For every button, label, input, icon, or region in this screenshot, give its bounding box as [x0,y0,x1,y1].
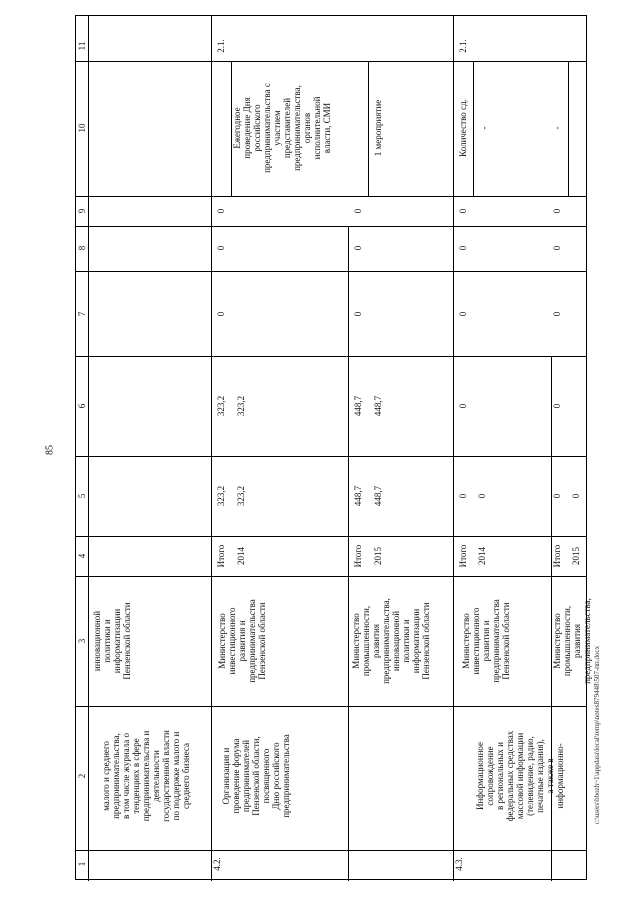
row-4-3-c5-2014: 0 [477,493,487,499]
row-border [453,16,454,881]
row-4-3-c6-2015: 0 [552,403,562,409]
row-4-2-c6-total-2015: 448,7 [353,395,363,417]
col-border [76,271,586,272]
row-4-3-c6-2014: 0 [458,403,468,409]
row-4-3-year-2014: 2014 [477,547,487,565]
row-4-2-c5-total-2015: 448,7 [353,485,363,507]
col-border [76,706,586,707]
row-4-3-c5-total-2015: 0 [552,493,562,499]
col-header-2: 2 [77,773,87,779]
row-4-2-c5-total-2014: 323,2 [216,485,226,507]
col-header-5: 5 [77,493,87,499]
col-header-9: 9 [77,208,87,214]
row-4-3-number: 4.3. [454,857,464,871]
col-header-4: 4 [77,553,87,559]
cont-executor-text: инновационной политики и информатизации Пензенской области [92,602,132,680]
row-border [473,61,474,196]
col-header-10: 10 [77,123,87,133]
row-4-3-c5-total-2014: 0 [458,493,468,499]
row-4-3-c7-2015: 0 [552,311,562,317]
row-4-2-c6-2014: 323,2 [236,395,246,417]
row-4-3-c5-2015: 0 [571,493,581,499]
row-4-3-total-label-2014: Итого [458,544,468,568]
row-4-3-indicator-dash: - [479,126,489,130]
row-border [211,16,212,881]
row-4-3-executor-2014: Министерство инвестиционного развития и предпринимательства Пензенской области [461,599,511,683]
row-4-2-indicator-2015: 1 мероприятие [373,99,383,157]
measures-table [75,15,592,880]
row-4-2-measure: Организация и проведение форума предпринимателей Пензенской области, посвященного Дню российского предпринимательства [221,734,291,818]
row-4-3-indicator: Количество сд. [458,99,468,157]
row-4-2-year-2014: 2014 [236,547,246,565]
row-4-2-c7-2015: 0 [353,311,363,317]
row-4-3-executor-2015: Министерство промышленности, развития предпринимательства, [552,598,592,684]
row-4-2-link: 2.1. [216,39,226,53]
row-4-2-indicator: Ежегодное проведение Дня российского предпринимательства с участием представителей предпринимательства, органов исполнительной власти, СМИ [232,83,332,173]
col-header-6: 6 [77,403,87,409]
row-4-2-c6-total-2014: 323,2 [216,395,226,417]
row-4-2-c9-2015: 0 [353,208,363,214]
col-header-8: 8 [77,245,87,251]
row-4-3-c7-2014: 0 [458,311,468,317]
row-border [568,61,569,196]
col-border [76,456,586,457]
page-number: 85 [44,445,56,455]
col-border [76,536,586,537]
col-border [76,196,586,197]
row-4-2-number: 4.2. [212,857,222,871]
row-4-2-c5-2015: 448,7 [373,485,383,507]
col-border [76,226,586,227]
col-header-7: 7 [77,311,87,317]
row-4-3-c8-2014: 0 [458,245,468,251]
row-4-2-executor-2014: Министерство инвестиционного развития и предпринимательства Пензенской области [217,599,267,683]
col-header-3: 3 [77,638,87,644]
row-4-2-executor-2015: Министерство промышленности, развития предпринимательства, инновационной политики и информатизации Пензенской области [351,598,431,684]
row-4-3-c9-2015: 0 [552,208,562,214]
row-4-2-c8-2015: 0 [353,245,363,251]
row-4-3-year-2015: 2015 [571,547,581,565]
row-4-2-c6-2015: 448,7 [373,395,383,417]
row-4-2-c7-2014: 0 [216,311,226,317]
row-4-3-measure: Информационное сопровождение в региональных и федеральных средствах массовой информации (телевидение, радио, печатные издания), а также в информационно- [475,730,565,822]
row-4-2-total-label-2014: Итого [216,544,226,568]
row-4-3-indicator-2015: - [552,126,562,130]
row-4-2-c8-2014: 0 [216,245,226,251]
col-border [76,850,586,851]
col-border [76,61,586,62]
row-4-2-total-label-2015: Итого [353,544,363,568]
row-4-2-c5-2014: 323,2 [236,485,246,507]
col-header-1: 1 [77,861,87,867]
row-4-3-total-label-2015: Итого [552,544,562,568]
row-4-3-c9-2014: 0 [458,208,468,214]
row-border [368,61,369,196]
col-header-11: 11 [77,41,87,51]
col-border [76,356,586,357]
footer-file-path: c:\users\bbozh~1\appdata\local\temp\notes879448\507-пп.docx [593,645,601,825]
row-border [348,226,349,881]
row-border [88,16,89,881]
row-4-2-year-2015: 2015 [373,547,383,565]
row-4-3-c8-2015: 0 [552,245,562,251]
col-border [76,576,586,577]
row-4-2-c9-2014: 0 [216,208,226,214]
cont-measure-text: малого и среднего предпринимательства, в том числе журнала о тенденциях в сфере предпринимательства и деятельности государственной власти по поддержке малого и среднего бизнеса [101,730,191,822]
row-4-3-link: 2.1. [458,39,468,53]
